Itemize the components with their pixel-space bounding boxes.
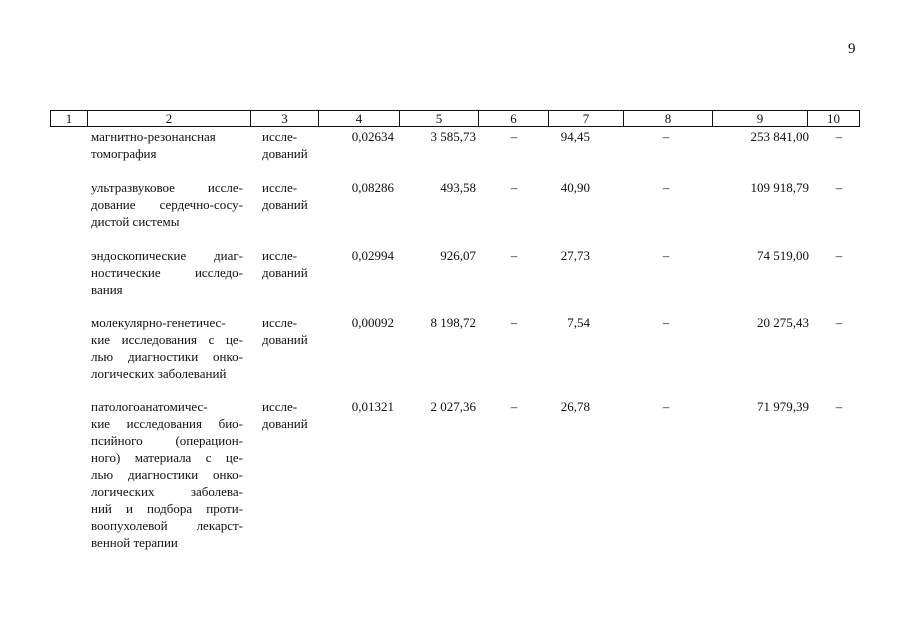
col-4-value: 0,01321 bbox=[351, 399, 394, 414]
col-8-value: – bbox=[662, 315, 670, 330]
service-name: патологоанатомичес- кие исследования био- псийного (операцион- ного) материала с це- лью диагностики онко- логических заболева- ний и подбора проти- воопухолевой лекарст- венной терапии bbox=[91, 399, 243, 550]
unit: иссле- дований bbox=[262, 129, 308, 161]
col-4-value: 0,00092 bbox=[351, 315, 394, 330]
col-8-value: – bbox=[662, 248, 670, 263]
col-10-value: – bbox=[835, 180, 843, 195]
col-7-value: 27,73 bbox=[560, 248, 590, 263]
col-9-value: 74 519,00 bbox=[757, 248, 809, 263]
col-7-value: 94,45 bbox=[560, 129, 590, 144]
col-5-value: 3 585,73 bbox=[430, 129, 476, 144]
service-name: молекулярно-генетичес- кие исследования с це- лью диагностики онко- логических заболеваний bbox=[91, 315, 243, 381]
col-9-value: 71 979,39 bbox=[757, 399, 809, 414]
col-7-value: 40,90 bbox=[560, 180, 590, 195]
header-col-1: 1 bbox=[51, 111, 88, 126]
table-header bbox=[50, 110, 860, 127]
col-6-value: – bbox=[510, 315, 518, 330]
col-4-value: 0,08286 bbox=[351, 180, 394, 195]
col-9-value: 109 918,79 bbox=[750, 180, 809, 195]
col-7-value: 26,78 bbox=[560, 399, 590, 414]
col-5-value: 926,07 bbox=[440, 248, 476, 263]
unit: иссле- дований bbox=[262, 315, 308, 347]
col-6-value: – bbox=[510, 399, 518, 414]
col-7-value: 7,54 bbox=[567, 315, 590, 330]
unit: иссле- дований bbox=[262, 399, 308, 431]
service-name: ультразвуковое иссле- дование сердечно-сосу- дистой системы bbox=[91, 180, 243, 229]
col-5-value: 2 027,36 bbox=[430, 399, 476, 414]
col-5-value: 8 198,72 bbox=[430, 315, 476, 330]
col-4-value: 0,02994 bbox=[351, 248, 394, 263]
col-10-value: – bbox=[835, 248, 843, 263]
header-col-6: 6 bbox=[479, 111, 549, 126]
col-5-value: 493,58 bbox=[440, 180, 476, 195]
header-col-2: 2 bbox=[88, 111, 251, 126]
page-number: 9 bbox=[848, 41, 856, 57]
col-6-value: – bbox=[510, 180, 518, 195]
service-name: эндоскопические диаг- ностические исследо- вания bbox=[91, 248, 243, 297]
header-col-5: 5 bbox=[400, 111, 479, 126]
col-10-value: – bbox=[835, 315, 843, 330]
header-col-4: 4 bbox=[319, 111, 400, 126]
unit: иссле- дований bbox=[262, 248, 308, 280]
service-name: магнитно-резонансная томография bbox=[91, 129, 216, 161]
col-4-value: 0,02634 bbox=[351, 129, 394, 144]
col-9-value: 253 841,00 bbox=[750, 129, 809, 144]
col-8-value: – bbox=[662, 180, 670, 195]
header-col-7: 7 bbox=[549, 111, 624, 126]
col-10-value: – bbox=[835, 399, 843, 414]
unit: иссле- дований bbox=[262, 180, 308, 212]
col-8-value: – bbox=[662, 129, 670, 144]
col-6-value: – bbox=[510, 248, 518, 263]
col-10-value: – bbox=[835, 129, 843, 144]
header-col-10: 10 bbox=[827, 111, 840, 126]
col-9-value: 20 275,43 bbox=[757, 315, 809, 330]
header-col-8: 8 bbox=[624, 111, 713, 126]
col-8-value: – bbox=[662, 399, 670, 414]
col-6-value: – bbox=[510, 129, 518, 144]
header-col-3: 3 bbox=[251, 111, 319, 126]
header-col-9: 9 bbox=[713, 111, 808, 126]
